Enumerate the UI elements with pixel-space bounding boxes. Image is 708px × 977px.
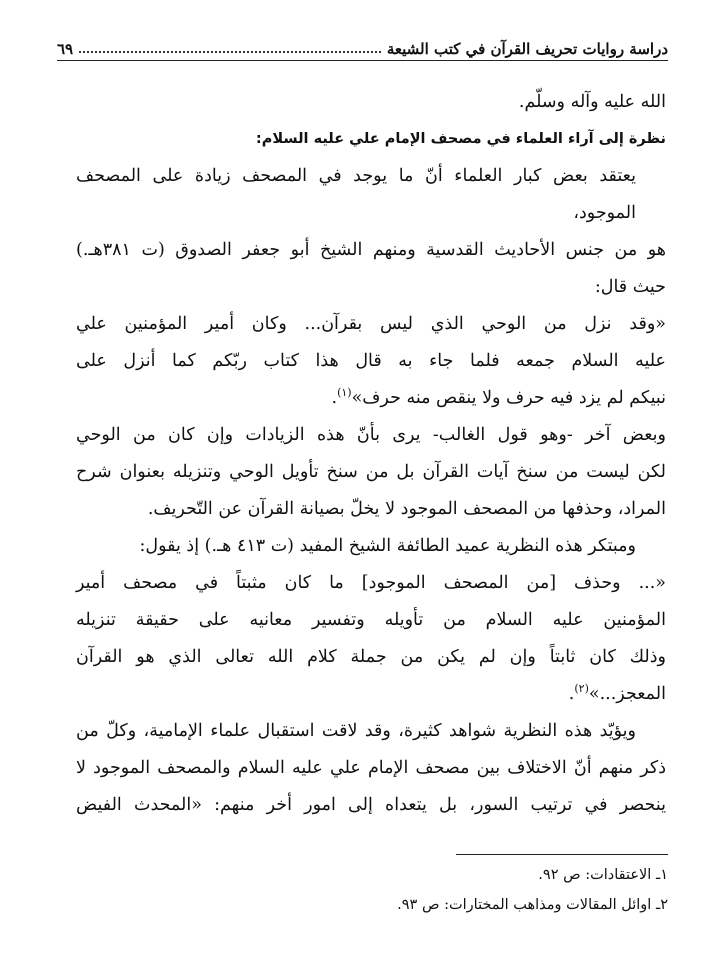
footnotes	[200, 860, 668, 920]
body-text	[76, 84, 666, 824]
quote-line	[76, 380, 666, 417]
text-line: المراد، وحذفها من المصحف الموجود لا يخلّ بصيانة القرآن عن التّحريف.	[147, 499, 666, 519]
text-line: ذكر منهم أنّ الاختلاف بين مصحف الإمام علي عليه السلام والمصحف الموجود لا	[76, 758, 666, 778]
section-heading: نظرة إلى آراء العلماء في مصحف الإمام علي عليه السلام:	[255, 131, 666, 147]
running-header-title: دراسة روايات تحريف القرآن في كتب الشيعة	[386, 40, 668, 58]
footnote-divider	[456, 854, 668, 855]
footnote-1: ١ـ الاعتقادات: ص ٩٢.	[538, 867, 668, 883]
text-line: يعتقد بعض كبار العلماء أنّ ما يوجد في المصحف زيادة على المصحف الموجود،	[76, 166, 636, 223]
quote-line: وذلك كان ثابتاً وإن لم يكن من جملة كلام الله تعالى الذي هو القرآن	[76, 647, 666, 667]
text-line: هو من جنس الأحاديث القدسية ومنهم الشيخ أبو جعفر الصدوق (ت ٣٨١هـ.)	[76, 240, 666, 260]
text-line: لكن ليست من سنخ آيات القرآن بل من سنخ تأويل الوحي وتنزيله بعنوان شرح	[76, 462, 666, 482]
quote-line: «... وحذف [من المصحف الموجود] ما كان مثبتاً في مصحف أمير	[76, 573, 666, 593]
quote-line: عليه السلام جمعه فلما جاء به قال هذا كتاب ربّكم كما أنزل على	[76, 351, 666, 371]
text-line: وبعض آخر -وهو قول الغالب- يرى بأنّ هذه الزيادات وإن كان من الوحي	[76, 425, 666, 445]
footnote-ref: (٢)	[574, 682, 589, 696]
text-line: حيث قال:	[594, 277, 666, 297]
text-line: ويؤيّد هذه النظرية شواهد كثيرة، وقد لاقت استقبال علماء الإمامية، وكلّ من	[76, 721, 636, 741]
footnote-2: ٢ـ اوائل المقالات ومذاهب المختارات: ص ٩٣.	[397, 897, 668, 913]
text-line: ومبتكر هذه النظرية عميد الطائفة الشيخ المفيد (ت ٤١٣ هـ.) إذ يقول:	[139, 536, 636, 556]
quote-line	[76, 676, 666, 713]
quote-text: نبيكم لم يزد فيه حرف ولا ينقص منه حرف»	[351, 388, 666, 408]
text-line: ينحصر في ترتيب السور، بل يتعداه إلى امور أخر منهم: «المحدث الفيض	[76, 795, 666, 815]
period: .	[568, 684, 575, 704]
quote-text: المعجز...»	[588, 684, 666, 704]
quote-line: المؤمنين عليه السلام من تأويله وتفسير معانيه على حقيقة تنزيله	[76, 610, 666, 630]
quote-line: «وقد نزل من الوحي الذي ليس بقرآن... وكان أمير المؤمنين علي	[76, 314, 666, 334]
text-line: الله عليه وآله وسلّم.	[518, 92, 666, 112]
period: .	[331, 388, 338, 408]
leader-dots	[79, 51, 381, 53]
footnote-ref: (١)	[337, 386, 352, 400]
page-number: ٦٩	[57, 40, 74, 58]
running-header	[57, 28, 668, 61]
